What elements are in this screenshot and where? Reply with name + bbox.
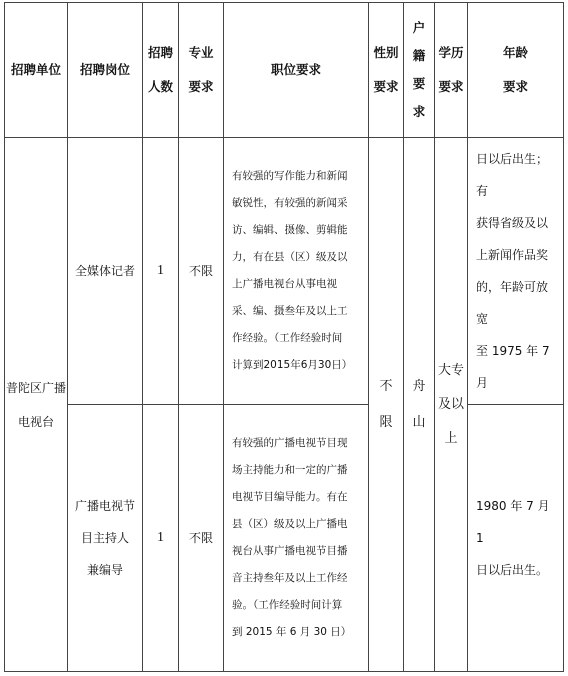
header-age [467,2,564,138]
row-1-position-text: 全媒体记者 [74,264,135,278]
gender-requirement [368,137,404,672]
row-2-req-line: 场主持能力和一定的广播 [232,464,348,476]
row-1-major [178,137,224,405]
header-gender-line-1: 性别 [373,45,399,60]
gender-line-1: 不 [379,378,393,394]
education-line-3: 上 [444,430,458,446]
row-1-req-line: 访、编辑、摄像、剪辑能 [232,224,348,236]
recruitment-table [4,2,564,672]
row-2-req-line: 电视节目编导能力。有在 [232,491,348,503]
row-1-position [67,137,143,405]
header-count [142,2,179,138]
header-position-text: 招聘岗位 [79,62,130,77]
header-requirements-text: 职位要求 [270,62,321,77]
header-education-line-2: 要求 [438,79,464,94]
row-2-position-line-2: 目主持人 [80,531,129,545]
header-major-line-1: 专业 [188,45,214,60]
hukou-line-1: 舟 [412,378,426,394]
row-2-age-line: 日以后出生。 [476,563,549,577]
header-hukou [403,2,435,138]
row-1-major-text: 不限 [188,264,213,278]
row-2-req-line: 到 2015 年 6 月 30 日） [232,626,352,638]
header-education-line-1: 学历 [438,45,464,60]
education-line-1: 大专 [437,362,464,378]
unit-name-line-1: 普陀区广播 [5,380,66,395]
row-2-major-text: 不限 [188,531,213,545]
row-2-count-text: 1 [157,530,164,545]
row-1-req-line: 敏锐性，有较强的新闻采 [232,197,348,209]
header-hukou-line-4: 求 [412,104,426,119]
header-unit [4,2,68,138]
row-1-req-line: 采、编、摄叁年及以上工 [232,305,348,317]
header-major-line-2: 要求 [188,79,214,94]
row-1-age-line: 的，年龄可放宽 [476,280,549,326]
row-1-age-line: 至 1975 年 7 月 [476,344,550,390]
row-1-req-line: 作经验。（工作经验时间 [232,332,343,344]
header-gender-line-2: 要求 [373,79,399,94]
row-1-age-line: 获得省级及以 [476,216,549,230]
header-age-line-1: 年龄 [502,45,528,60]
header-age-line-2: 要求 [502,79,528,94]
hukou-line-2: 山 [412,414,426,430]
hukou-requirement [403,137,435,672]
row-2-position-line-3: 兼编导 [86,563,123,577]
unit-name [4,137,68,672]
row-2-age-line: 1980 年 7 月 1 [476,499,550,545]
header-count-line-1: 招聘 [147,45,173,60]
header-requirements [223,2,369,138]
row-2-req-line: 音主持叁年及以上工作经 [232,572,348,584]
header-major [178,2,224,138]
row-1-count-text: 1 [157,263,164,278]
unit-name-line-2: 电视台 [17,414,54,429]
row-1-req-line: 计算到2015年6月30日） [232,359,353,371]
row-2-position [67,404,143,672]
row-1-req-line: 力，有在县（区）级及以 [232,251,348,263]
header-hukou-line-2: 籍 [412,48,426,63]
header-education [434,2,468,138]
row-2-req-line: 视台从事广播电视节目播 [232,545,348,557]
row-1-requirements [223,137,369,405]
header-hukou-line-3: 要 [412,76,426,91]
row-2-position-line-1: 广播电视节 [74,499,135,513]
header-count-line-2: 人数 [147,79,173,94]
header-hukou-line-1: 户 [412,20,426,35]
row-2-count [142,404,179,672]
row-2-age [467,404,564,672]
header-unit-text: 招聘单位 [10,62,61,77]
row-2-req-line: 验。（工作经验时间计算 [232,599,343,611]
education-requirement [434,137,468,672]
row-2-req-line: 县（区）级及以上广播电 [232,518,348,530]
row-1-req-line: 有较强的写作能力和新闻 [232,170,348,182]
row-1-age-line: 日以后出生；有 [476,152,549,198]
row-1-req-line: 上广播电视台从事电视 [232,278,337,290]
row-2-req-line: 有较强的广播电视节目现 [232,437,348,449]
gender-line-2: 限 [379,414,393,430]
row-2-major [178,404,224,672]
row-1-age-line: 上新闻作品奖 [476,248,549,262]
education-line-2: 及以 [437,396,464,412]
header-gender [368,2,404,138]
row-1-age [467,137,564,405]
header-position [67,2,143,138]
row-1-count [142,137,179,405]
row-2-requirements [223,404,369,672]
